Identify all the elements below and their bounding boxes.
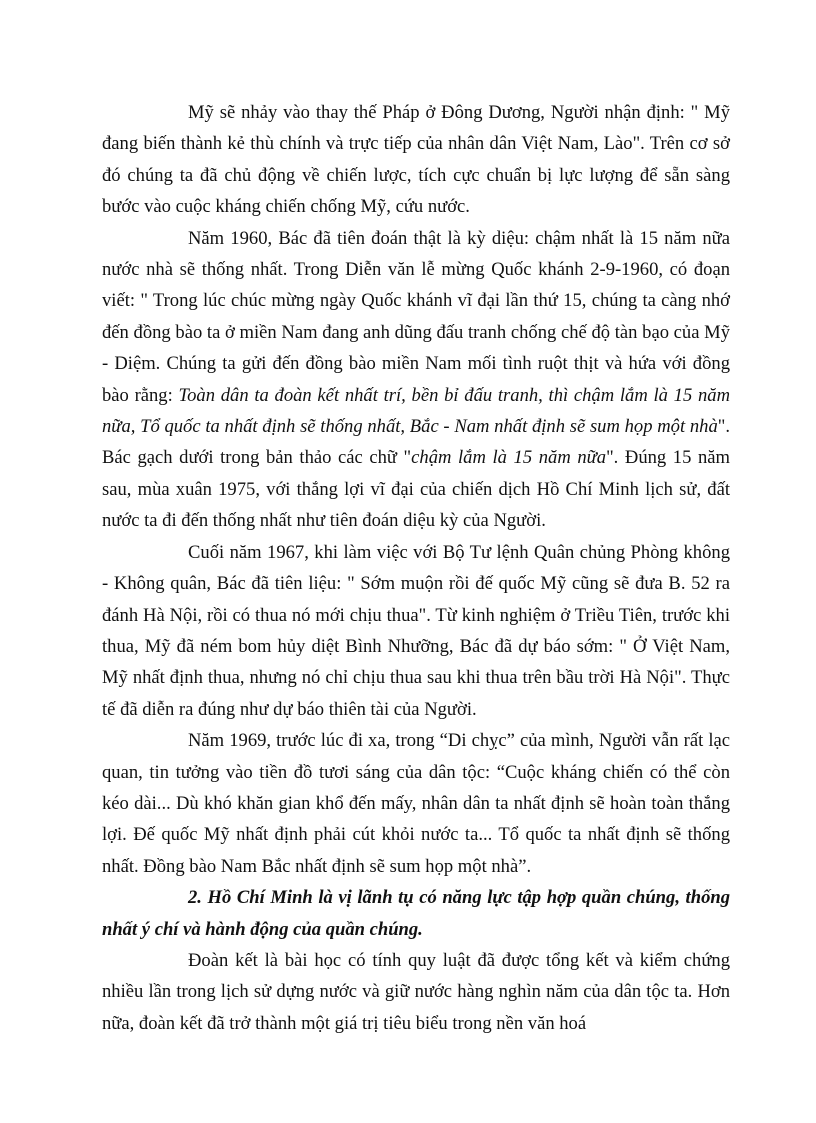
paragraph-1967-forecast: Cuối năm 1967, khi làm việc với Bộ Tư lệnh Quân chủng Phòng không - Không quân, Bác đã tiên liệu: " Sớm muộn rồi đế quốc Mỹ cũng sẽ đưa B. 52 ra đánh Hà Nội, rồi có thua nó mới chịu thua". Từ kinh nghiệm ở Triều Tiên, trước khi thua, Mỹ đã ném bom hủy diệt Bình Nhưỡng, Bác đã dự báo sớm: " Ở Việt Nam, Mỹ nhất định thua, nhưng nó chỉ chịu thua sau khi thua trên bầu trời Hà Nội". Thực tế đã diễn ra đúng như dự báo thiên tài của Người. — [102, 541, 730, 720]
italic-phrase: chậm lắm là 15 năm nữa — [411, 447, 607, 469]
paragraph-unity: Đoàn kết là bài học có tính quy luật đã được tổng kết và kiểm chứng nhiều lần trong lịch sử dựng nước và giữ nước hàng nghìn năm của dân tộc ta. Hơn nữa, đoàn kết đã trở thành một giá trị tiêu biểu trong nền văn hoá — [102, 949, 730, 1034]
paragraph-1960-prediction — [102, 223, 730, 537]
text-run: ". Đúng 15 năm sau, mùa xuân 1975, với thắng lợi vĩ đại của chiến dịch Hồ Chí Minh lịch sử, đất nước ta đi đến thống nhất như tiên đoán diệu kỳ của Người. — [102, 447, 730, 532]
text-run: Năm 1960, Bác đã tiên đoán thật là kỳ diệu: chậm nhất là 15 năm nữa nước nhà sẽ thống nhất. Trong Diễn văn lễ mừng Quốc khánh 2-9-1960, có đoạn viết: " Trong lúc chúc mừng ngày Quốc khánh vĩ đại lần thứ 15, chúng ta càng nhớ đến đồng bào ta ở miền Nam đang anh dũng đấu tranh chống chế độ tàn bạo của Mỹ - Diệm. Chúng ta gửi đến đồng bào miền Nam mối tình ruột thịt và hứa với đồng bào rằng: — [102, 227, 730, 406]
section-heading-2: 2. Hồ Chí Minh là vị lãnh tụ có năng lực tập hợp quần chúng, thống nhất ý chí và hành động của quần chúng. — [102, 887, 730, 940]
text-run: ". Bác gạch dưới trong bản thảo các chữ " — [102, 416, 730, 469]
paragraph-us-replaces-france: Mỹ sẽ nhảy vào thay thế Pháp ở Đông Dương, Người nhận định: " Mỹ đang biến thành kẻ thù chính và trực tiếp của nhân dân Việt Nam, Lào". Trên cơ sở đó chúng ta đã chủ động về chiến lược, tích cực chuẩn bị lực lượng để sẵn sàng bước vào cuộc kháng chiến chống Mỹ, cứu nước. — [102, 102, 730, 218]
paragraph-1969-testament: Năm 1969, trước lúc đi xa, trong “Di chỵc” của mình, Người vẫn rất lạc quan, tin tưởng vào tiền đồ tươi sáng của dân tộc: “Cuộc kháng chiến có thể còn kéo dài... Dù khó khăn gian khổ đến mấy, nhân dân ta nhất định sẽ hoàn toàn thắng lợi. Đế quốc Mỹ nhất định phải cút khỏi nước ta... Tổ quốc ta nhất định sẽ thống nhất. Đồng bào Nam Bắc nhất định sẽ sum họp một nhà”. — [102, 730, 730, 877]
italic-quote: Toàn dân ta đoàn kết nhất trí, bền bỉ đấu tranh, thì chậm lắm là 15 năm nữa, Tổ quốc ta nhất định sẽ thống nhất, Bắc - Nam nhất định sẽ sum họp một nhà — [102, 384, 730, 438]
